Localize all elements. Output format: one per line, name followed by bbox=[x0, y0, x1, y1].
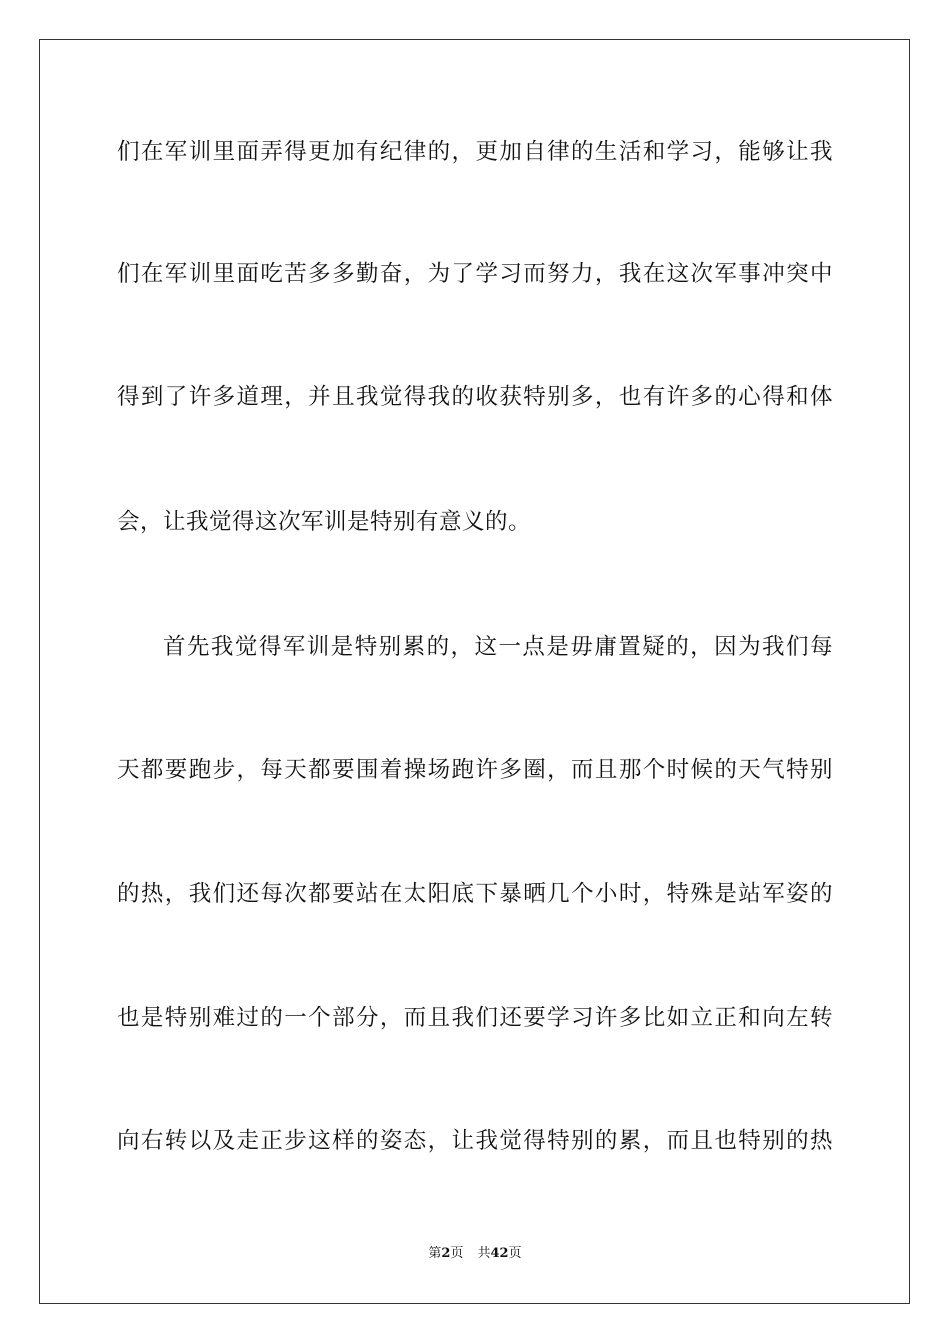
body-text-line: 的热，我们还每次都要站在太阳底下暴晒几个小时，特殊是站军姿的 bbox=[117, 881, 833, 907]
total-prefix: 共 bbox=[477, 1246, 491, 1261]
page-footer bbox=[0, 1245, 950, 1263]
body-text-line: 天都要跑步，每天都要围着操场跑许多圈，而且那个时候的天气特别 bbox=[117, 757, 833, 783]
paragraph-first-line: 首先我觉得军训是特别累的，这一点是毋庸置疑的，因为我们每 bbox=[163, 634, 833, 660]
body-text-line: 也是特别难过的一个部分，而且我们还要学习许多比如立正和向左转 bbox=[117, 1005, 833, 1031]
body-text-line: 们在军训里面吃苦多多勤奋，为了学习而努力，我在这次军事冲突中 bbox=[117, 261, 833, 287]
body-text-line: 得到了许多道理，并且我觉得我的收获特别多，也有许多的心得和体 bbox=[117, 384, 833, 410]
body-text-line: 们在军训里面弄得更加有纪律的，更加自律的生活和学习，能够让我 bbox=[117, 139, 833, 165]
total-pages: 42 bbox=[490, 1246, 509, 1261]
page-border bbox=[39, 39, 910, 1304]
page-prefix: 第 bbox=[428, 1246, 442, 1261]
total-suffix: 页 bbox=[508, 1246, 522, 1261]
body-text-line: 向右转以及走正步这样的姿态，让我觉得特别的累，而且也特别的热 bbox=[117, 1128, 833, 1154]
page-number: 2 bbox=[441, 1246, 451, 1261]
page-suffix: 页 bbox=[450, 1246, 464, 1261]
body-text-line: 会，让我觉得这次军训是特别有意义的。 bbox=[117, 509, 532, 535]
